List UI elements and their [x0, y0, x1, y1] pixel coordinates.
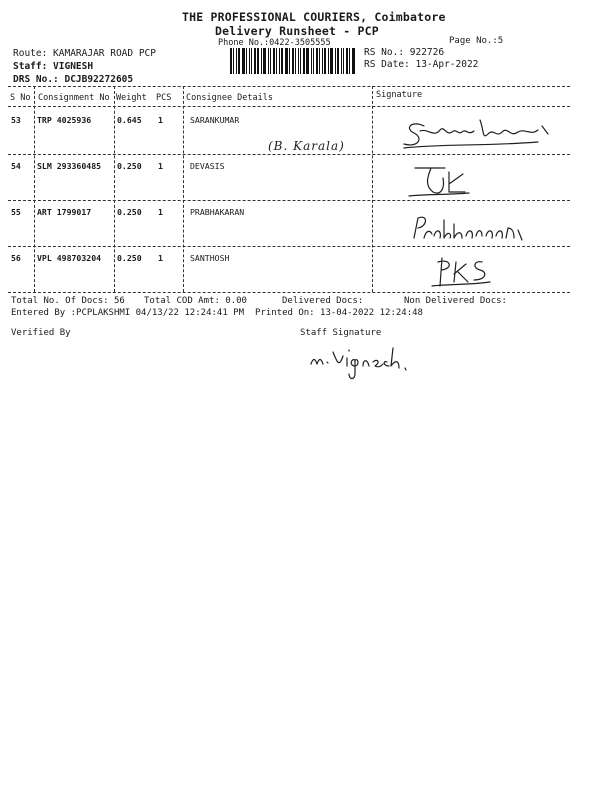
- table-header-rule: [8, 106, 570, 107]
- row-consignee: PRABHAKARAN: [190, 207, 245, 217]
- table-top-rule: [8, 86, 570, 87]
- col-header-signature: Signature: [376, 90, 423, 100]
- row-pcs: 1: [158, 207, 163, 217]
- row-consignment: ART 1799017: [37, 207, 92, 217]
- column-divider: [114, 86, 115, 292]
- col-header-sno: S No: [10, 93, 31, 103]
- runsheet-title: Delivery Runsheet - PCP: [215, 24, 379, 38]
- row-consignment: TRP 4025936: [37, 115, 92, 125]
- row-sno: 56: [11, 253, 21, 263]
- row-weight: 0.645: [117, 115, 142, 125]
- drs-number: DRS No.: DCJB92272605: [13, 74, 134, 85]
- column-divider: [34, 86, 35, 292]
- row-rule: [8, 200, 570, 201]
- company-title: THE PROFESSIONAL COURIERS, Coimbatore: [182, 10, 446, 24]
- row-consignee: DEVASIS: [190, 161, 225, 171]
- row-weight: 0.250: [117, 253, 142, 263]
- phone-number: Phone No.:0422-3505555: [218, 38, 331, 48]
- row-pcs: 1: [158, 115, 163, 125]
- row-weight: 0.250: [117, 207, 142, 217]
- row-sno: 53: [11, 115, 21, 125]
- row-pcs: 1: [158, 161, 163, 171]
- col-header-pcs: PCS: [156, 93, 172, 103]
- rs-date: RS Date: 13-Apr-2022: [364, 59, 479, 70]
- staff-label: Staff: VIGNESH: [13, 61, 94, 72]
- handwritten-note: (B. Karala): [268, 139, 345, 153]
- row-weight: 0.250: [117, 161, 142, 171]
- row-sno: 54: [11, 161, 21, 171]
- barcode: [230, 48, 358, 74]
- signature-row-53: [398, 116, 558, 156]
- row-consignee: SANTHOSH: [190, 253, 230, 263]
- row-pcs: 1: [158, 253, 163, 263]
- page-number: Page No.:5: [449, 36, 504, 46]
- col-header-consignment: Consignment No: [38, 93, 110, 103]
- row-consignment: VPL 498703204: [37, 253, 102, 263]
- verified-by: Verified By: [11, 328, 71, 338]
- signature-row-55: [410, 212, 535, 248]
- rs-number: RS No.: 922726: [364, 47, 445, 58]
- row-consignee: SARANKUMAR: [190, 115, 240, 125]
- total-cod: Total COD Amt: 0.00: [144, 296, 247, 306]
- staff-signature-label: Staff Signature: [300, 328, 382, 338]
- column-divider: [372, 86, 373, 292]
- delivered-docs: Delivered Docs:: [282, 296, 364, 306]
- row-sno: 55: [11, 207, 21, 217]
- column-divider: [183, 86, 184, 292]
- table-bottom-rule: [8, 292, 570, 293]
- route-label: Route: KAMARAJAR ROAD PCP: [13, 48, 156, 59]
- entered-by: Entered By :PCPLAKSHMI 04/13/22 12:24:41 PM: [11, 308, 244, 318]
- non-delivered-docs: Non Delivered Docs:: [404, 296, 507, 306]
- printed-on: Printed On: 13-04-2022 12:24:48: [255, 308, 423, 318]
- col-header-consignee: Consignee Details: [186, 93, 273, 103]
- col-header-weight: Weight: [116, 93, 147, 103]
- signature-row-56: [430, 252, 500, 292]
- staff-signature: [305, 340, 415, 385]
- row-consignment: SLM 293360485: [37, 161, 102, 171]
- total-docs: Total No. Of Docs: 56: [11, 296, 125, 306]
- signature-row-54: [405, 160, 475, 200]
